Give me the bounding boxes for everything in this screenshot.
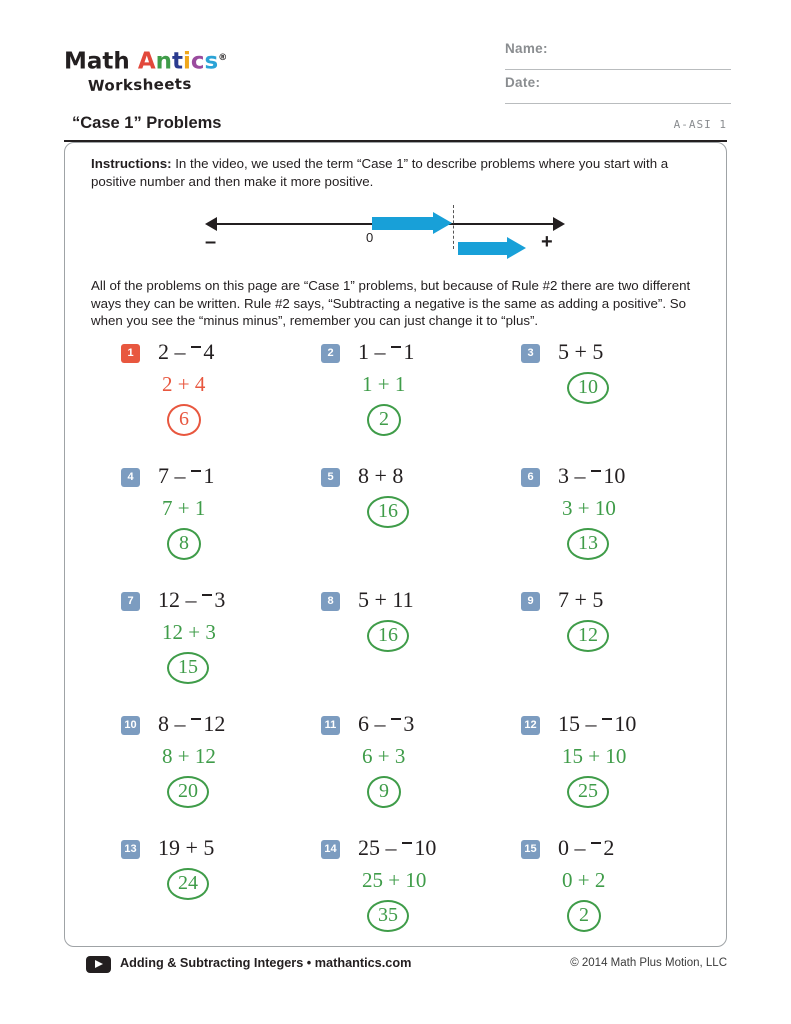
name-label: Name: (505, 41, 548, 56)
first-move-arrow-icon (433, 212, 452, 234)
problem-rewrite: 12 + 3 (162, 620, 216, 644)
problem-answer (567, 528, 609, 560)
problem-expression (358, 835, 436, 861)
negative-bar-icon (202, 594, 212, 596)
answer-oval: 15 (167, 652, 209, 684)
negative-value: 12 (203, 711, 226, 736)
date-input-rule[interactable] (505, 103, 731, 104)
negative-number (191, 463, 214, 488)
worksheet-card (64, 142, 727, 947)
problem-number-badge: 10 (121, 716, 140, 735)
negative-bar-icon (191, 470, 201, 472)
registered-mark: ® (218, 53, 228, 63)
negative-value: 10 (414, 835, 437, 860)
problem-expression (158, 463, 214, 489)
expression-left: 12 – (158, 587, 202, 612)
problem-answer (367, 900, 409, 932)
number-line-diagram (205, 205, 565, 267)
problem-number-badge: 15 (521, 840, 540, 859)
negative-bar-icon (191, 346, 201, 348)
rule-explanation: All of the problems on this page are “Case 1” problems, but because of Rule #2 there are two different ways they can be written. Rule #2 says, “Subtracting a negative is the same as adding a positive”. So when you see the “minus minus”, remember you can just change it to “plus”. (91, 278, 691, 328)
problem-cell-9 (505, 589, 705, 713)
problem-rewrite: 2 + 4 (162, 372, 206, 396)
problem-expression: 19 + 5 (158, 835, 215, 860)
copyright-notice: © 2014 Math Plus Motion, LLC (570, 957, 727, 969)
problem-number-badge: 4 (121, 468, 140, 487)
expression-left: 15 – (558, 711, 602, 736)
problem-cell-7 (105, 589, 305, 713)
negative-value: 2 (603, 835, 615, 860)
name-input-rule[interactable] (505, 69, 731, 70)
problem-number-badge: 5 (321, 468, 340, 487)
problem-expression (558, 835, 614, 861)
answer-oval: 25 (567, 776, 609, 808)
problem-expression (158, 587, 225, 613)
logo-wordmark: Math Antics® (64, 48, 228, 75)
page-header (0, 0, 791, 112)
negative-bar-icon (391, 346, 401, 348)
problem-expression (558, 711, 636, 737)
problem-number-badge: 12 (521, 716, 540, 735)
instructions-label: Instructions: (91, 156, 172, 171)
problem-cell-13 (105, 837, 305, 947)
problem-rewrite: 15 + 10 (562, 744, 627, 768)
negative-number (202, 587, 225, 612)
problem-expression (158, 711, 225, 737)
negative-number (591, 835, 614, 860)
problem-rewrite: 3 + 10 (562, 496, 616, 520)
expression-left: 0 – (558, 835, 591, 860)
problem-cell-1 (105, 341, 305, 465)
negative-bar-icon (602, 718, 612, 720)
problem-cell-4 (105, 465, 305, 589)
problem-row (105, 589, 705, 713)
problem-answer (567, 900, 601, 932)
problem-cell-12 (505, 713, 705, 837)
date-label: Date: (505, 75, 541, 90)
problem-expression (358, 339, 414, 365)
problem-number-badge: 6 (521, 468, 540, 487)
problem-answer (367, 404, 401, 436)
instructions-block (91, 155, 701, 190)
problem-row (105, 837, 705, 947)
name-field-row[interactable] (505, 40, 731, 74)
problem-row (105, 465, 705, 589)
problem-answer (167, 404, 201, 436)
name-date-fields (505, 40, 731, 108)
first-move-arrow-bar (372, 217, 434, 230)
problem-expression: 8 + 8 (358, 463, 404, 488)
problem-cell-6 (505, 465, 705, 589)
problem-cell-5 (305, 465, 505, 589)
problem-rewrite: 7 + 1 (162, 496, 206, 520)
problem-rewrite: 6 + 3 (362, 744, 406, 768)
positive-side-label: + (541, 231, 553, 253)
negative-bar-icon (591, 842, 601, 844)
problem-row (105, 713, 705, 837)
problem-expression (158, 339, 214, 365)
axis-left-arrow-icon (205, 217, 217, 231)
problem-number-badge: 8 (321, 592, 340, 611)
second-move-arrow-icon (507, 237, 526, 259)
answer-oval: 2 (367, 404, 401, 436)
negative-bar-icon (402, 842, 412, 844)
axis-right-arrow-icon (553, 217, 565, 231)
negative-value: 10 (614, 711, 637, 736)
problem-number-badge: 13 (121, 840, 140, 859)
negative-number (391, 711, 414, 736)
negative-value: 3 (403, 711, 415, 736)
problem-cell-10 (105, 713, 305, 837)
answer-oval: 13 (567, 528, 609, 560)
expression-left: 6 – (358, 711, 391, 736)
date-field-row[interactable] (505, 74, 731, 108)
problem-cell-2 (305, 341, 505, 465)
page-title: “Case 1” Problems (72, 114, 222, 132)
problem-cell-3 (505, 341, 705, 465)
answer-oval: 6 (167, 404, 201, 436)
problem-cell-11 (305, 713, 505, 837)
problem-number-badge: 2 (321, 344, 340, 363)
answer-oval: 20 (167, 776, 209, 808)
negative-value: 3 (214, 587, 226, 612)
problem-number-badge: 9 (521, 592, 540, 611)
problem-expression: 5 + 5 (558, 339, 604, 364)
negative-bar-icon (391, 718, 401, 720)
expression-left: 2 – (158, 339, 191, 364)
negative-number (191, 711, 225, 736)
problem-answer (167, 776, 209, 808)
problem-answer (567, 776, 609, 808)
negative-bar-icon (191, 718, 201, 720)
title-band (64, 112, 727, 142)
negative-number (391, 339, 414, 364)
negative-value: 10 (603, 463, 626, 488)
answer-oval: 35 (367, 900, 409, 932)
answer-oval: 24 (167, 868, 209, 900)
problem-rewrite: 1 + 1 (362, 372, 406, 396)
problem-answer (567, 372, 609, 404)
footer-topic: Adding & Subtracting Integers • mathantics.com (120, 956, 412, 970)
expression-left: 7 – (158, 463, 191, 488)
answer-oval: 10 (567, 372, 609, 404)
problem-number-badge: 3 (521, 344, 540, 363)
negative-value: 1 (403, 339, 415, 364)
expression-left: 8 – (158, 711, 191, 736)
page-footer (64, 952, 727, 982)
answer-oval: 16 (367, 496, 409, 528)
expression-left: 3 – (558, 463, 591, 488)
problem-number-badge: 7 (121, 592, 140, 611)
problem-answer (367, 620, 409, 652)
problem-number-badge: 1 (121, 344, 140, 363)
negative-value: 4 (203, 339, 215, 364)
expression-left: 25 – (358, 835, 402, 860)
logo-subtitle: Worksheets (87, 74, 192, 95)
problems-grid (105, 341, 705, 947)
negative-number (402, 835, 436, 860)
problem-expression: 7 + 5 (558, 587, 604, 612)
zero-tick-label: 0 (366, 230, 374, 245)
negative-number (191, 339, 214, 364)
worksheet-code: A-ASI 1 (673, 118, 727, 131)
answer-oval: 8 (167, 528, 201, 560)
problem-expression: 5 + 11 (358, 587, 414, 612)
negative-value: 1 (203, 463, 215, 488)
instructions-body: In the video, we used the term “Case 1” to describe problems where you start with a positive number and then make it more positive. (91, 156, 669, 189)
problem-expression (558, 463, 625, 489)
negative-bar-icon (591, 470, 601, 472)
problem-answer (367, 496, 409, 528)
answer-oval: 12 (567, 620, 609, 652)
negative-side-label: – (205, 231, 217, 253)
problem-expression (358, 711, 414, 737)
negative-number (602, 711, 636, 736)
answer-oval: 16 (367, 620, 409, 652)
problem-answer (167, 868, 209, 900)
problem-number-badge: 14 (321, 840, 340, 859)
problem-answer (167, 652, 209, 684)
expression-left: 1 – (358, 339, 391, 364)
math-antics-logo (64, 46, 294, 102)
problem-cell-15 (505, 837, 705, 947)
play-icon (86, 956, 111, 973)
problem-number-badge: 11 (321, 716, 340, 735)
problem-rewrite: 8 + 12 (162, 744, 216, 768)
dashed-divider (453, 205, 454, 249)
answer-oval: 9 (367, 776, 401, 808)
negative-number (591, 463, 625, 488)
problem-rewrite: 0 + 2 (562, 868, 606, 892)
second-move-arrow-bar (458, 242, 508, 255)
problem-answer (367, 776, 401, 808)
problem-cell-8 (305, 589, 505, 713)
problem-rewrite: 25 + 10 (362, 868, 427, 892)
problem-cell-14 (305, 837, 505, 947)
problem-answer (567, 620, 609, 652)
problem-answer (167, 528, 201, 560)
problem-row (105, 341, 705, 465)
answer-oval: 2 (567, 900, 601, 932)
